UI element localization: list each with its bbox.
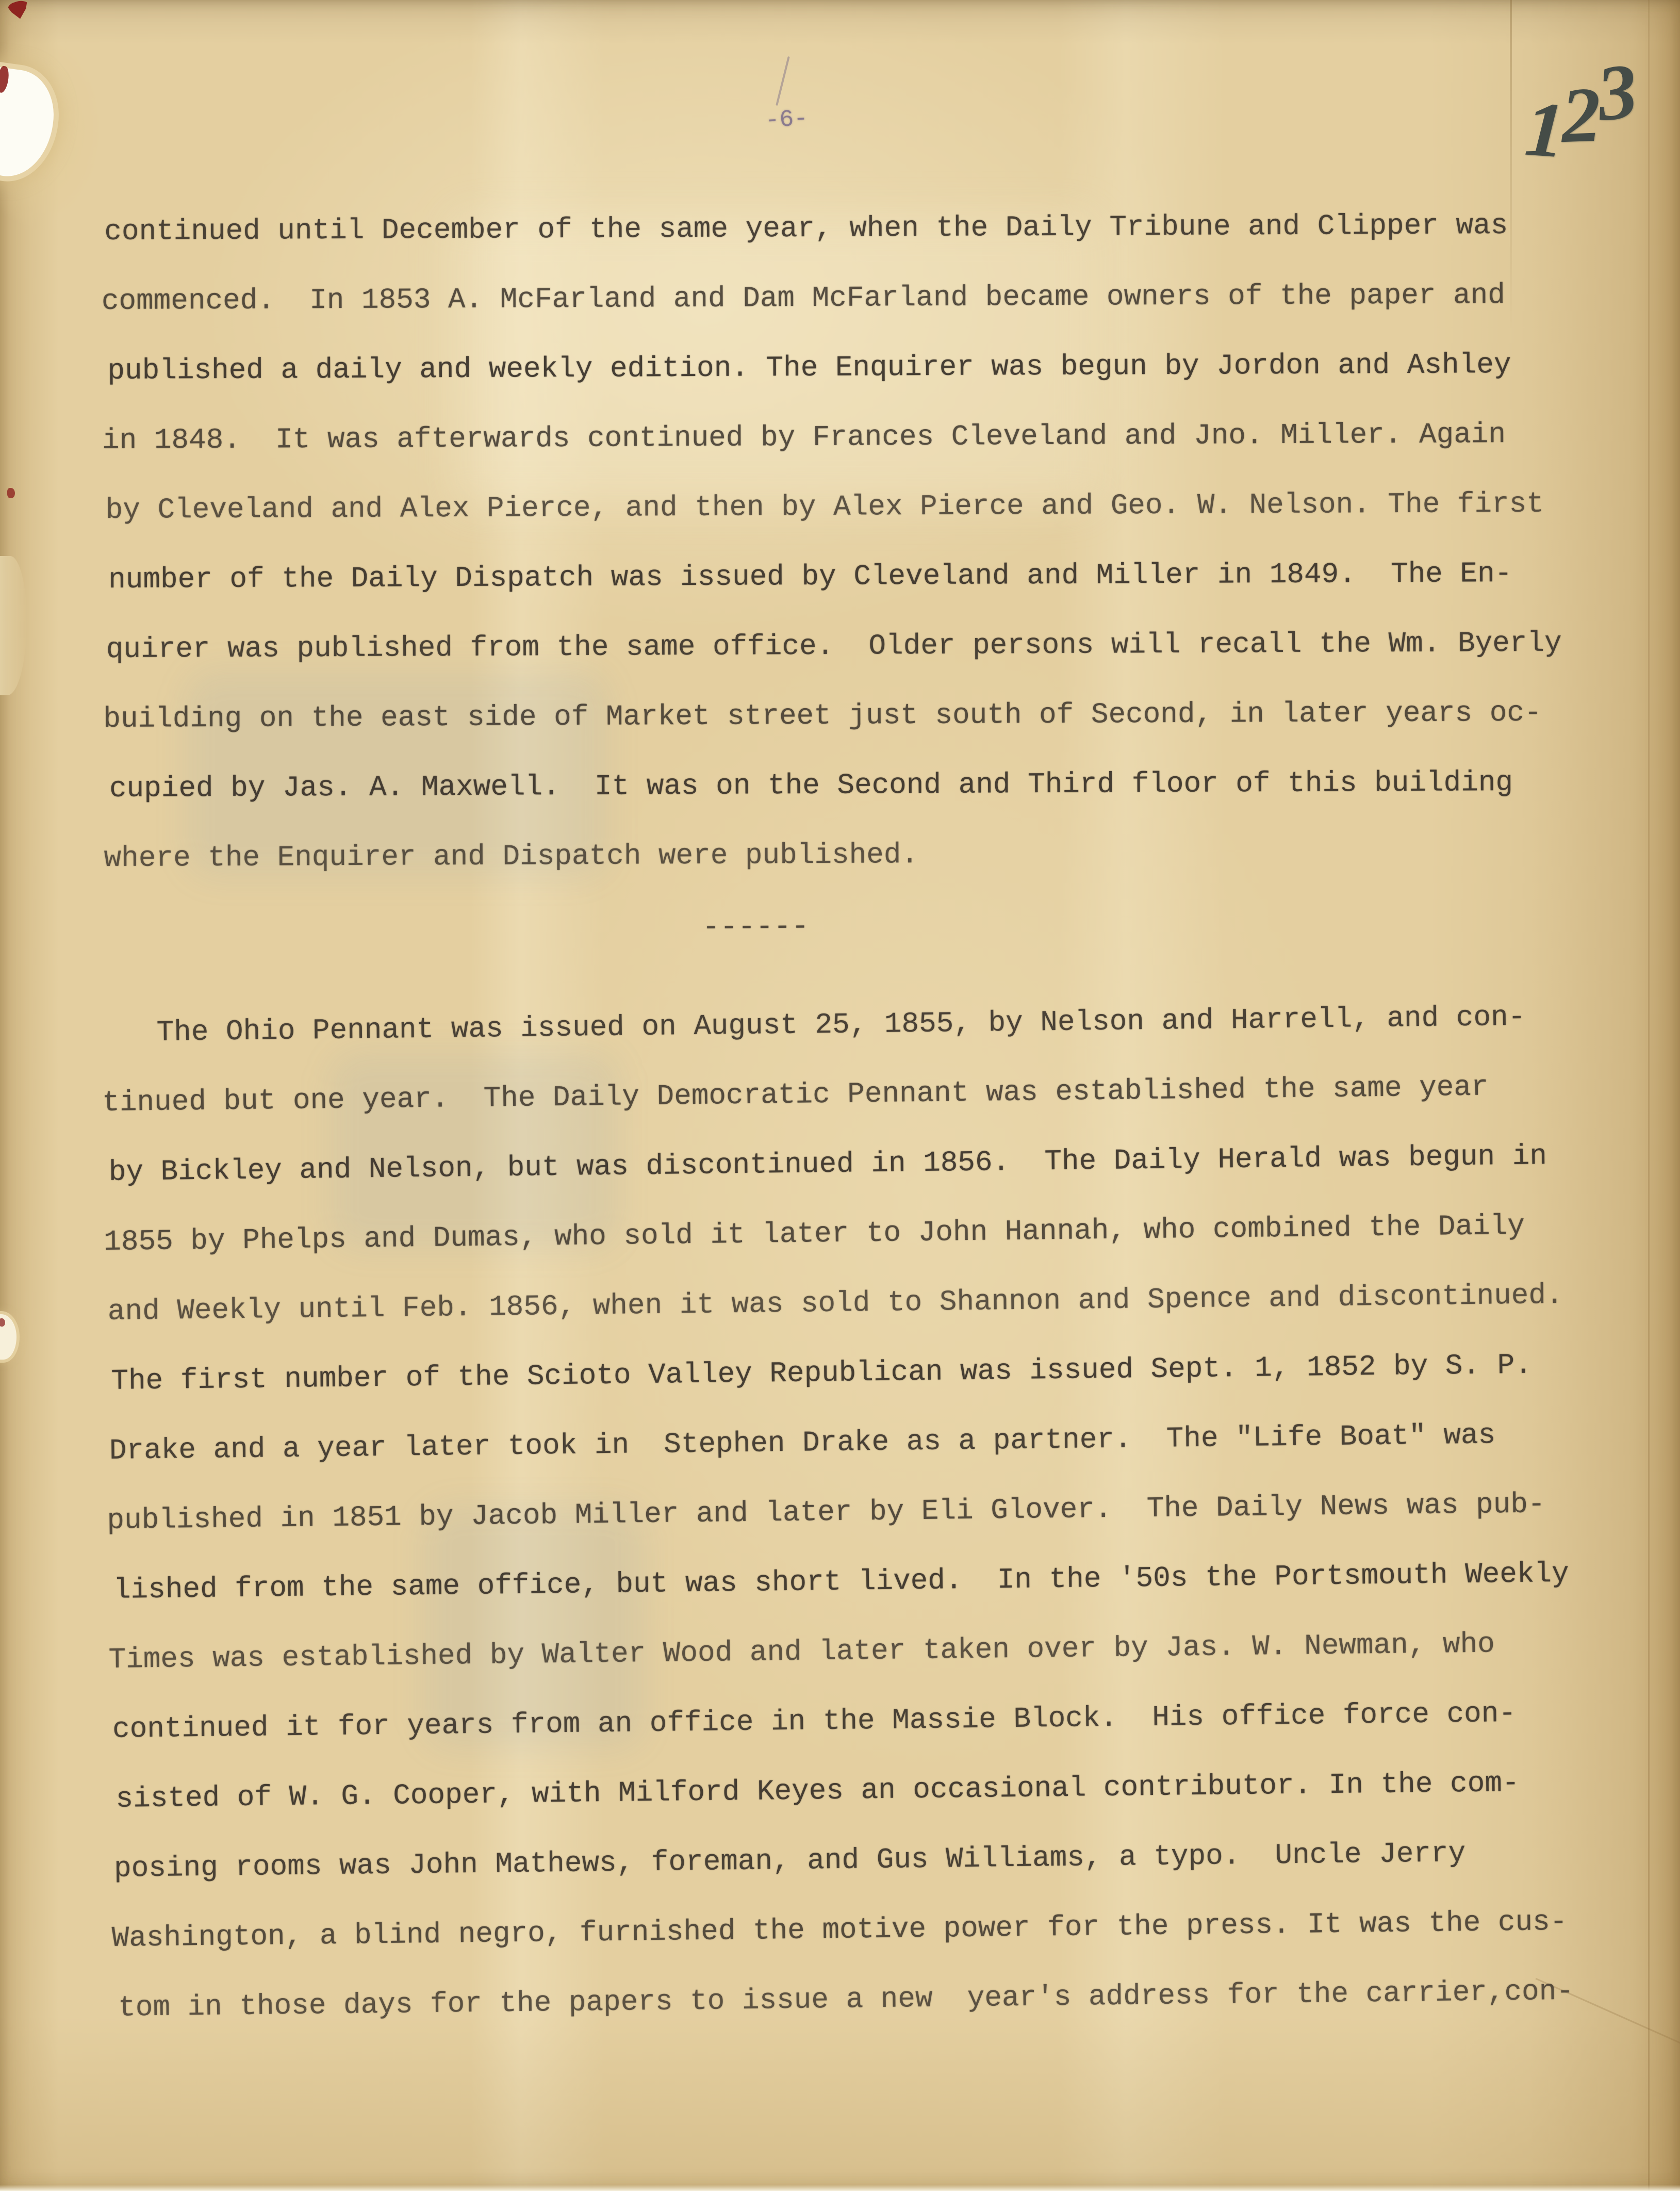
- text-line: cupied by Jas. A. Maxwell. It was on the Second and Third floor of this building: [109, 766, 1513, 805]
- typed-page-number: -6-: [764, 105, 809, 135]
- text-line: in 1848. It was afterwards continued by Frances Cleveland and Jno. Miller. Again: [102, 418, 1506, 457]
- text-line: Washington, a blind negro, furnished the motive power for the press. It was the cus-: [111, 1905, 1568, 1955]
- text-line: where the Enquirer and Dispatch were published.: [104, 838, 919, 875]
- text-line: Times was established by Walter Wood and later taken over by Jas. W. Newman, who: [108, 1627, 1495, 1676]
- text-line: published in 1851 by Jacob Miller and later by Eli Glover. The Daily News was pub-: [107, 1487, 1545, 1537]
- paragraph-1: [0, 190, 1680, 894]
- text-line: commenced. In 1853 A. McFarland and Dam McFarland became owners of the paper and: [101, 279, 1506, 318]
- stray-pen-mark: [776, 56, 790, 106]
- handwritten-digit: 1: [1522, 85, 1564, 174]
- handwritten-folio-number: [1522, 47, 1638, 174]
- text-line: number of the Daily Dispatch was issued by Cleveland and Miller in 1849. The En-: [108, 557, 1512, 596]
- text-line: by Bickley and Nelson, but was discontinued in 1856. The Daily Herald was begun in: [108, 1139, 1547, 1189]
- text-line: and Weekly until Feb. 1856, when it was sold to Shannon and Spence and discontinued.: [107, 1278, 1563, 1328]
- text-line: lished from the same office, but was short lived. In the '50s the Portsmouth Weekly: [113, 1557, 1570, 1607]
- text-line: by Cleveland and Alex Pierce, and then by Alex Pierce and Geo. W. Nelson. The first: [105, 487, 1544, 527]
- text-line: continued until December of the same year, when the Daily Tribune and Clipper was: [104, 209, 1508, 248]
- text-line: tinued but one year. The Daily Democratic Pennant was established the same year: [102, 1070, 1489, 1120]
- text-line: tom in those days for the papers to issue a new year's address for the carrier,con-: [118, 1974, 1574, 2024]
- text-line: published a daily and weekly edition. The Enquirer was begun by Jordon and Ashley: [107, 348, 1511, 387]
- text-line: Drake and a year later took in Stephen Drake as a partner. The "Life Boat" was: [109, 1418, 1496, 1467]
- text-line: The first number of the Scioto Valley Republican was issued Sept. 1, 1852 by S. P.: [111, 1348, 1533, 1398]
- text-line: 1855 by Phelps and Dumas, who sold it later to John Hannah, who combined the Daily: [103, 1209, 1525, 1259]
- text-line: continued it for years from an office in the Massie Block. His office force con-: [112, 1697, 1517, 1746]
- handwritten-digit: 3: [1593, 47, 1638, 138]
- text-line: building on the east side of Market street just south of Second, in later years oc-: [103, 696, 1542, 736]
- text-line: quirer was published from the same office. Older persons will recall the Wm. Byerly: [106, 626, 1562, 666]
- text-line: The Ohio Pennant was issued on August 25, 1855, by Nelson and Harrell, and con-: [104, 1000, 1526, 1050]
- paragraph-2: [0, 980, 1680, 2044]
- text-line: posing rooms was John Mathews, foreman, and Gus Williams, a typo. Uncle Jerry: [113, 1837, 1466, 1885]
- handwritten-digit: 2: [1560, 71, 1599, 159]
- bottom-scan-edge: [0, 2185, 1680, 2191]
- text-line: sisted of W. G. Cooper, with Milford Keyes an occasional contributor. In the com-: [116, 1766, 1520, 1816]
- red-fiber-mark: [6, 0, 33, 22]
- section-separator: ------: [702, 910, 810, 944]
